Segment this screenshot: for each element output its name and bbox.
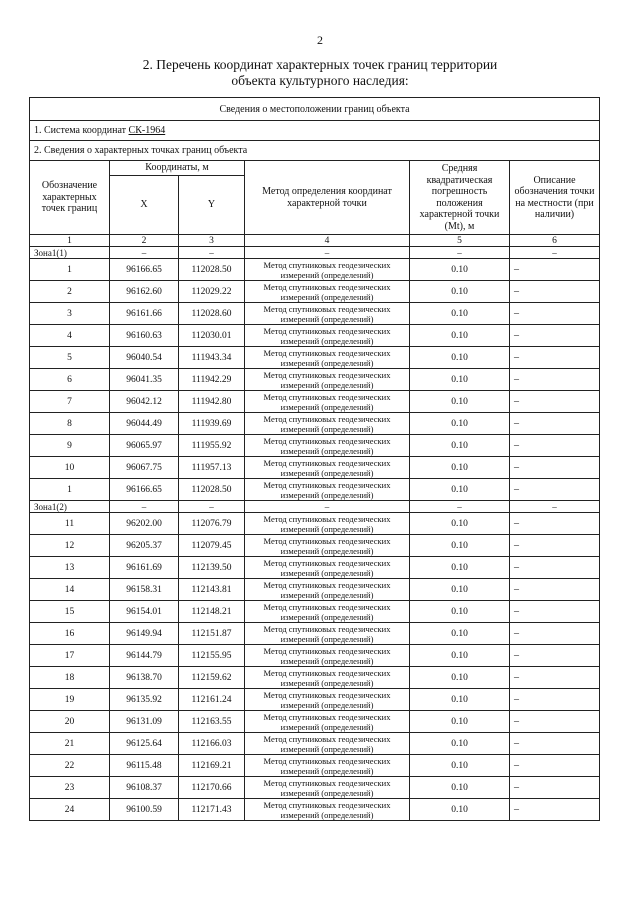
point-number: 3 <box>30 303 110 325</box>
table-row <box>30 667 600 689</box>
point-number: 11 <box>30 513 110 535</box>
table-row <box>30 535 600 557</box>
accuracy-cell: 0.10 <box>410 557 510 579</box>
accuracy-cell: 0.10 <box>410 435 510 457</box>
accuracy-cell: 0.10 <box>410 623 510 645</box>
table-row <box>30 513 600 535</box>
accuracy-cell: 0.10 <box>410 281 510 303</box>
title-line-2: объекта культурного наследия: <box>231 73 409 88</box>
method-cell: Метод спутниковых геодезических измерений (определений) <box>245 259 410 281</box>
zone-dash: – <box>410 247 510 259</box>
description-cell: – <box>510 579 600 601</box>
method-cell: Метод спутниковых геодезических измерений (определений) <box>245 303 410 325</box>
description-cell: – <box>510 369 600 391</box>
description-cell: – <box>510 623 600 645</box>
description-cell: – <box>510 689 600 711</box>
accuracy-cell: 0.10 <box>410 667 510 689</box>
column-number: 5 <box>410 235 510 247</box>
table-row <box>30 689 600 711</box>
coordinate-y: 112170.66 <box>179 777 245 799</box>
zone-dash: – <box>179 501 245 513</box>
coordinate-x: 96154.01 <box>110 601 179 623</box>
description-cell: – <box>510 711 600 733</box>
coordinate-x: 96044.49 <box>110 413 179 435</box>
description-cell: – <box>510 535 600 557</box>
header-coordinates: Координаты, м <box>110 161 245 176</box>
document-title <box>0 57 640 89</box>
accuracy-cell: 0.10 <box>410 513 510 535</box>
method-cell: Метод спутниковых геодезических измерений (определений) <box>245 413 410 435</box>
column-number: 1 <box>30 235 110 247</box>
description-cell: – <box>510 777 600 799</box>
coordinate-y: 112030.01 <box>179 325 245 347</box>
coordinate-x: 96158.31 <box>110 579 179 601</box>
table-row <box>30 755 600 777</box>
accuracy-cell: 0.10 <box>410 391 510 413</box>
point-number: 4 <box>30 325 110 347</box>
point-number: 17 <box>30 645 110 667</box>
method-cell: Метод спутниковых геодезических измерений (определений) <box>245 479 410 501</box>
coordinate-x: 96160.63 <box>110 325 179 347</box>
coordinate-x: 96166.65 <box>110 479 179 501</box>
coordinate-x: 96100.59 <box>110 799 179 821</box>
coordinate-x: 96115.48 <box>110 755 179 777</box>
header-method: Метод определения координат характерной точки <box>245 161 410 235</box>
header-accuracy: Средняя квадратическая погрешность положения характерной точки (Mt), м <box>410 161 510 235</box>
point-number: 8 <box>30 413 110 435</box>
accuracy-cell: 0.10 <box>410 579 510 601</box>
accuracy-cell: 0.10 <box>410 535 510 557</box>
table-row <box>30 457 600 479</box>
method-cell: Метод спутниковых геодезических измерений (определений) <box>245 777 410 799</box>
zone-dash: – <box>110 247 179 259</box>
point-number: 6 <box>30 369 110 391</box>
zone-label: Зона1(1) <box>30 247 110 259</box>
point-number: 19 <box>30 689 110 711</box>
zone-dash: – <box>245 501 410 513</box>
table-row <box>30 777 600 799</box>
coordinate-x: 96125.64 <box>110 733 179 755</box>
coordinate-y: 112171.43 <box>179 799 245 821</box>
coordinate-y: 112159.62 <box>179 667 245 689</box>
coordinate-x: 96161.66 <box>110 303 179 325</box>
coordinate-y: 112143.81 <box>179 579 245 601</box>
method-cell: Метод спутниковых геодезических измерений (определений) <box>245 435 410 457</box>
method-cell: Метод спутниковых геодезических измерений (определений) <box>245 347 410 369</box>
method-cell: Метод спутниковых геодезических измерений (определений) <box>245 369 410 391</box>
table-row <box>30 347 600 369</box>
point-number: 16 <box>30 623 110 645</box>
zone-label: Зона1(2) <box>30 501 110 513</box>
description-cell: – <box>510 281 600 303</box>
table-row <box>30 391 600 413</box>
table-row <box>30 601 600 623</box>
coordinate-x: 96202.00 <box>110 513 179 535</box>
point-number: 2 <box>30 281 110 303</box>
description-cell: – <box>510 303 600 325</box>
table-row <box>30 413 600 435</box>
zone-row <box>30 501 600 513</box>
point-number: 1 <box>30 259 110 281</box>
coordinate-x: 96205.37 <box>110 535 179 557</box>
description-cell: – <box>510 601 600 623</box>
method-cell: Метод спутниковых геодезических измерений (определений) <box>245 689 410 711</box>
table-row <box>30 281 600 303</box>
table-row <box>30 799 600 821</box>
description-cell: – <box>510 347 600 369</box>
method-cell: Метод спутниковых геодезических измерений (определений) <box>245 579 410 601</box>
zone-dash: – <box>510 247 600 259</box>
column-number: 3 <box>179 235 245 247</box>
coordinate-x: 96042.12 <box>110 391 179 413</box>
coordinates-table <box>29 97 600 821</box>
accuracy-cell: 0.10 <box>410 325 510 347</box>
header-description: Описание обозначения точки на местности (при наличии) <box>510 161 600 235</box>
table-row <box>30 303 600 325</box>
coordinate-x: 96131.09 <box>110 711 179 733</box>
method-cell: Метод спутниковых геодезических измерений (определений) <box>245 457 410 479</box>
coordinate-x: 96161.69 <box>110 557 179 579</box>
table-row <box>30 645 600 667</box>
coordinate-x: 96040.54 <box>110 347 179 369</box>
coordinate-y: 111943.34 <box>179 347 245 369</box>
description-cell: – <box>510 479 600 501</box>
point-number: 7 <box>30 391 110 413</box>
table-row <box>30 369 600 391</box>
page-number: 2 <box>317 33 323 47</box>
points-info-row: 2. Сведения о характерных точках границ объекта <box>30 141 600 161</box>
coordinate-x: 96067.75 <box>110 457 179 479</box>
coordinate-y: 112028.60 <box>179 303 245 325</box>
column-number: 6 <box>510 235 600 247</box>
point-number: 24 <box>30 799 110 821</box>
table-row <box>30 623 600 645</box>
description-cell: – <box>510 457 600 479</box>
description-cell: – <box>510 799 600 821</box>
description-cell: – <box>510 733 600 755</box>
accuracy-cell: 0.10 <box>410 457 510 479</box>
coordinate-y: 112079.45 <box>179 535 245 557</box>
description-cell: – <box>510 391 600 413</box>
zone-dash: – <box>179 247 245 259</box>
coordinate-y: 112139.50 <box>179 557 245 579</box>
header-y: Y <box>179 176 245 235</box>
coordinate-y: 112155.95 <box>179 645 245 667</box>
point-number: 9 <box>30 435 110 457</box>
accuracy-cell: 0.10 <box>410 413 510 435</box>
column-number: 4 <box>245 235 410 247</box>
table-row <box>30 479 600 501</box>
header-x: X <box>110 176 179 235</box>
coordinate-y: 112076.79 <box>179 513 245 535</box>
method-cell: Метод спутниковых геодезических измерений (определений) <box>245 281 410 303</box>
coordinate-system-value: СК-1964 <box>128 125 166 136</box>
table-row <box>30 711 600 733</box>
coordinate-y: 112169.21 <box>179 755 245 777</box>
accuracy-cell: 0.10 <box>410 755 510 777</box>
accuracy-cell: 0.10 <box>410 711 510 733</box>
description-cell: – <box>510 645 600 667</box>
point-number: 15 <box>30 601 110 623</box>
zone-dash: – <box>245 247 410 259</box>
description-cell: – <box>510 413 600 435</box>
method-cell: Метод спутниковых геодезических измерений (определений) <box>245 535 410 557</box>
zone-dash: – <box>410 501 510 513</box>
point-number: 18 <box>30 667 110 689</box>
accuracy-cell: 0.10 <box>410 601 510 623</box>
coordinate-y: 111955.92 <box>179 435 245 457</box>
accuracy-cell: 0.10 <box>410 303 510 325</box>
coordinate-x: 96166.65 <box>110 259 179 281</box>
coordinate-y: 112161.24 <box>179 689 245 711</box>
method-cell: Метод спутниковых геодезических измерений (определений) <box>245 755 410 777</box>
coordinate-y: 111942.80 <box>179 391 245 413</box>
point-number: 1 <box>30 479 110 501</box>
description-cell: – <box>510 435 600 457</box>
coordinate-x: 96144.79 <box>110 645 179 667</box>
description-cell: – <box>510 667 600 689</box>
coordinate-y: 112163.55 <box>179 711 245 733</box>
column-number: 2 <box>110 235 179 247</box>
coordinate-system-label: 1. Система координат <box>34 125 129 136</box>
table-row <box>30 325 600 347</box>
accuracy-cell: 0.10 <box>410 777 510 799</box>
method-cell: Метод спутниковых геодезических измерений (определений) <box>245 623 410 645</box>
table-row <box>30 259 600 281</box>
zone-row <box>30 247 600 259</box>
method-cell: Метод спутниковых геодезических измерений (определений) <box>245 711 410 733</box>
coordinate-x: 96162.60 <box>110 281 179 303</box>
point-number: 5 <box>30 347 110 369</box>
method-cell: Метод спутниковых геодезических измерений (определений) <box>245 601 410 623</box>
title-line-1: 2. Перечень координат характерных точек границ территории <box>142 57 498 72</box>
table-row <box>30 557 600 579</box>
accuracy-cell: 0.10 <box>410 369 510 391</box>
coordinate-y: 112166.03 <box>179 733 245 755</box>
coordinate-system-row <box>30 121 600 141</box>
method-cell: Метод спутниковых геодезических измерений (определений) <box>245 733 410 755</box>
coordinate-x: 96135.92 <box>110 689 179 711</box>
accuracy-cell: 0.10 <box>410 733 510 755</box>
method-cell: Метод спутниковых геодезических измерений (определений) <box>245 799 410 821</box>
coordinate-y: 112028.50 <box>179 259 245 281</box>
coordinate-x: 96138.70 <box>110 667 179 689</box>
coordinate-x: 96108.37 <box>110 777 179 799</box>
accuracy-cell: 0.10 <box>410 799 510 821</box>
table-row <box>30 435 600 457</box>
point-number: 21 <box>30 733 110 755</box>
accuracy-cell: 0.10 <box>410 259 510 281</box>
coordinate-y: 112148.21 <box>179 601 245 623</box>
coordinate-y: 111942.29 <box>179 369 245 391</box>
point-number: 14 <box>30 579 110 601</box>
point-number: 20 <box>30 711 110 733</box>
coordinate-y: 112028.50 <box>179 479 245 501</box>
description-cell: – <box>510 755 600 777</box>
method-cell: Метод спутниковых геодезических измерений (определений) <box>245 557 410 579</box>
table-row <box>30 579 600 601</box>
description-cell: – <box>510 557 600 579</box>
point-number: 23 <box>30 777 110 799</box>
method-cell: Метод спутниковых геодезических измерений (определений) <box>245 513 410 535</box>
method-cell: Метод спутниковых геодезических измерений (определений) <box>245 667 410 689</box>
method-cell: Метод спутниковых геодезических измерений (определений) <box>245 325 410 347</box>
method-cell: Метод спутниковых геодезических измерений (определений) <box>245 391 410 413</box>
point-number: 22 <box>30 755 110 777</box>
description-cell: – <box>510 513 600 535</box>
coordinate-y: 112029.22 <box>179 281 245 303</box>
method-cell: Метод спутниковых геодезических измерений (определений) <box>245 645 410 667</box>
table-row <box>30 733 600 755</box>
coordinate-y: 111939.69 <box>179 413 245 435</box>
point-number: 12 <box>30 535 110 557</box>
section-title: Сведения о местоположении границ объекта <box>30 98 600 121</box>
description-cell: – <box>510 259 600 281</box>
coordinate-x: 96065.97 <box>110 435 179 457</box>
accuracy-cell: 0.10 <box>410 689 510 711</box>
coordinate-x: 96149.94 <box>110 623 179 645</box>
coordinate-y: 111957.13 <box>179 457 245 479</box>
zone-dash: – <box>510 501 600 513</box>
accuracy-cell: 0.10 <box>410 479 510 501</box>
coordinate-y: 112151.87 <box>179 623 245 645</box>
accuracy-cell: 0.10 <box>410 347 510 369</box>
point-number: 13 <box>30 557 110 579</box>
point-number: 10 <box>30 457 110 479</box>
accuracy-cell: 0.10 <box>410 645 510 667</box>
coordinate-x: 96041.35 <box>110 369 179 391</box>
description-cell: – <box>510 325 600 347</box>
zone-dash: – <box>110 501 179 513</box>
header-designation: Обозначение характерных точек границ <box>30 161 110 235</box>
